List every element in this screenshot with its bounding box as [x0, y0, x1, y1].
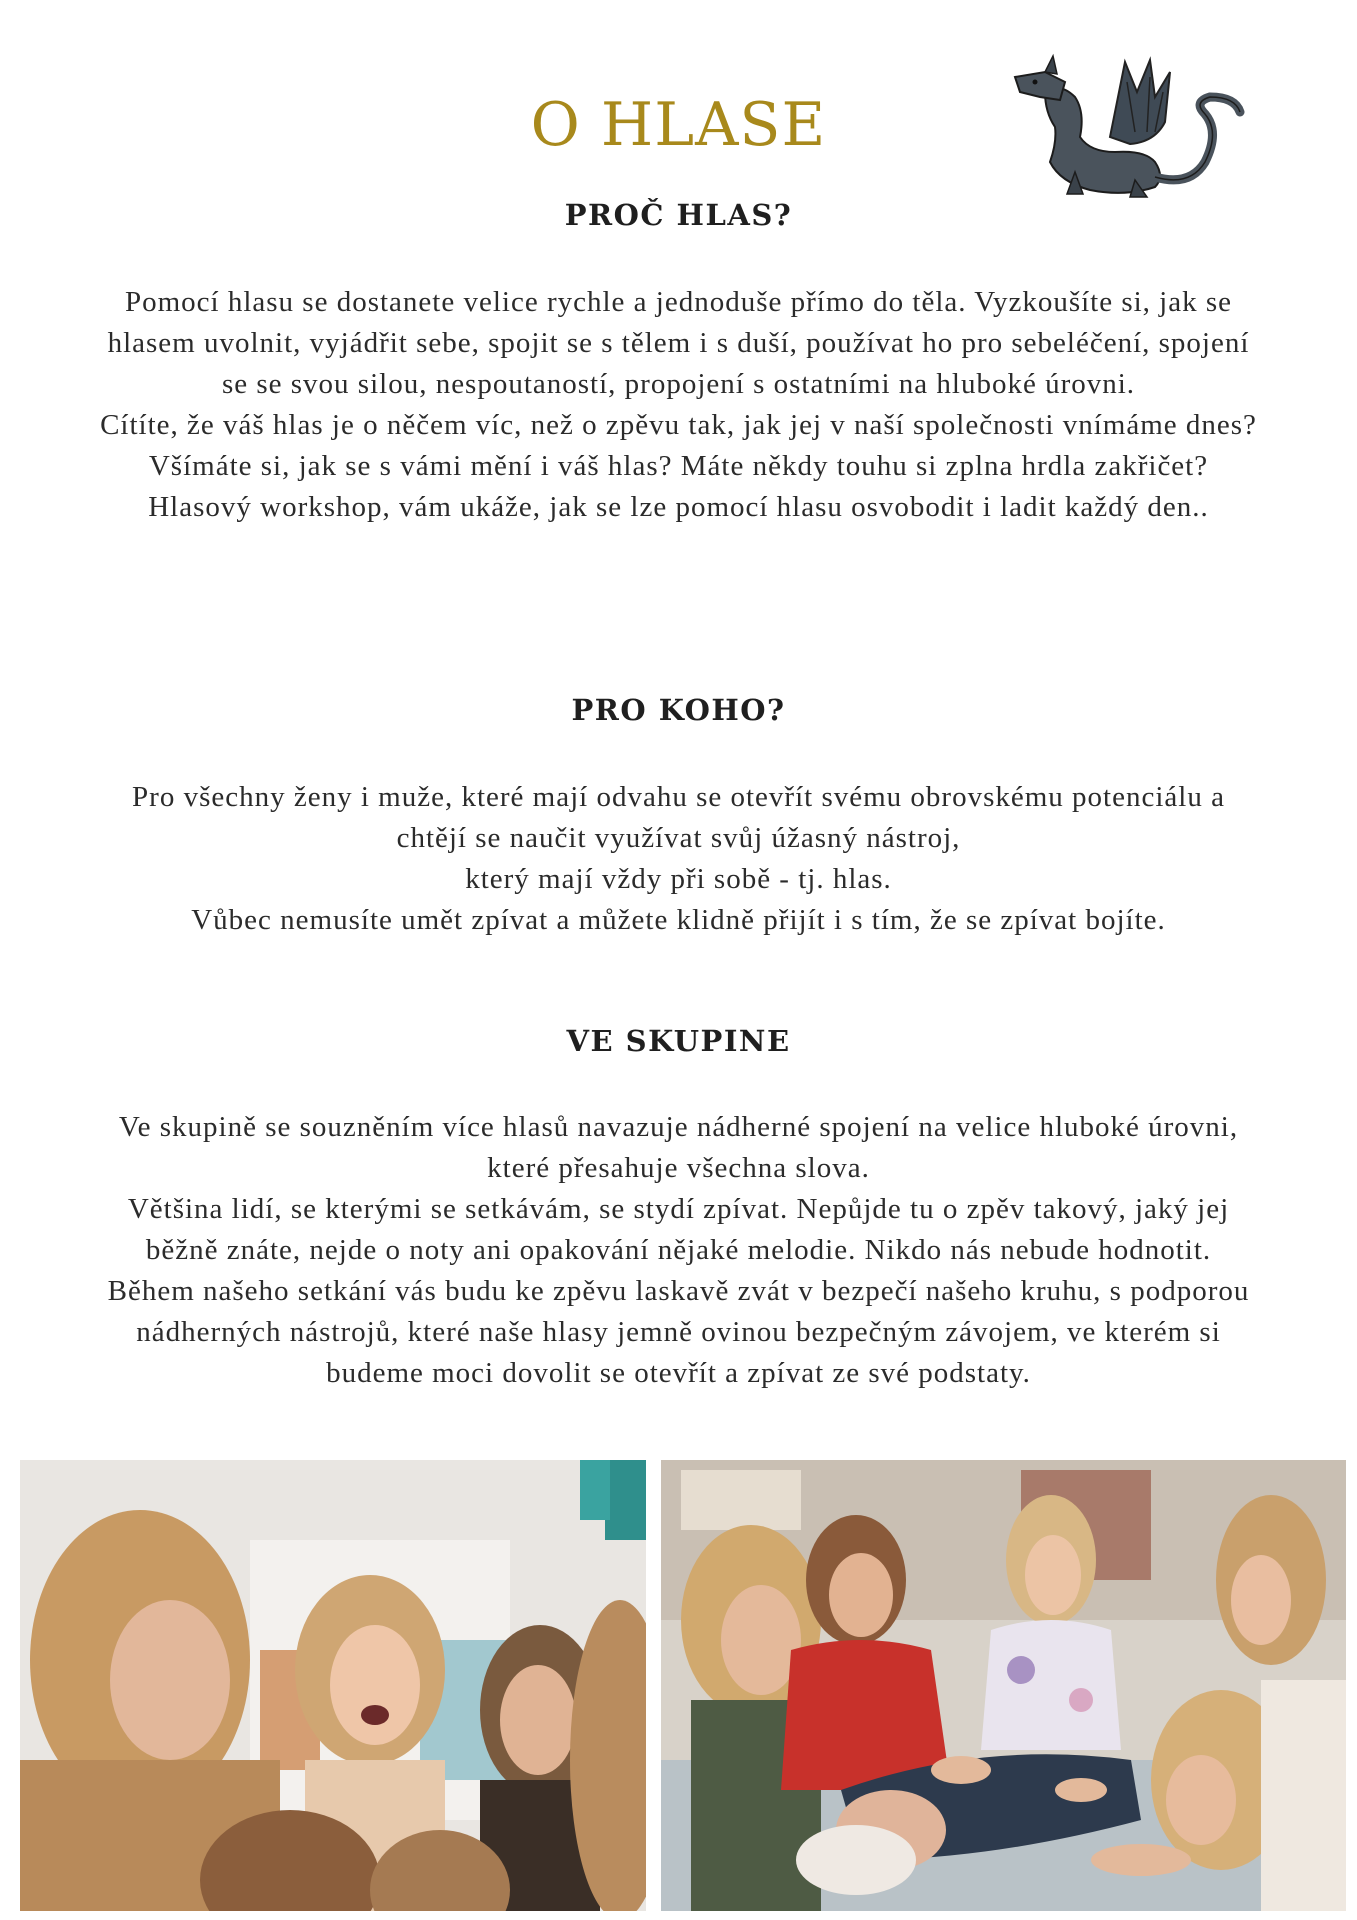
section-body-pro-koho: [100, 777, 1257, 941]
dragon-illustration: [1005, 52, 1255, 202]
paragraph: který mají vždy při sobě - tj. hlas.: [465, 863, 892, 895]
paragraph: Všímáte si, jak se s vámi mění i váš hlas? Máte někdy touhu si zplna hrdla zakřičet?: [148, 450, 1209, 482]
photo-women-singing: [20, 1460, 646, 1911]
paragraph: Pro všechny ženy i muže, které mají odvahu se otevřít svému obrovskému potenciálu a chtějí se naučit využívat svůj úžasný nástroj,: [132, 781, 1225, 854]
page-title: O HLASE: [530, 90, 827, 160]
paragraph: Během našeho setkání vás budu ke zpěvu laskavě zvát v bezpečí našeho kruhu, s podporou nádherných nástrojů, které naše hlasy jemně ovinou bezpečným závojem, ve kterém si budeme moci dovolit se otevřít a zpívat ze své podstaty.: [107, 1275, 1250, 1389]
paragraph: Hlasový workshop, vám ukáže, jak se lze pomocí hlasu osvobodit i ladit každý den..: [148, 491, 1209, 523]
section-heading-ve-skupine: VE SKUPINE: [566, 1024, 791, 1058]
section-heading-pro-koho: PRO KOHO?: [571, 693, 786, 727]
section-heading-proc-hlas: PROČ HLAS?: [564, 198, 793, 232]
paragraph: Vůbec nemusíte umět zpívat a můžete klidně přijít i s tím, že se zpívat bojíte.: [191, 904, 1166, 936]
paragraph: Většina lidí, se kterými se setkávám, se stydí zpívat. Nepůjde tu o zpěv takový, jaký jej běžně znáte, nejde o noty ani opakování nějaké melodie. Nikdo nás nebude hodnotit.: [127, 1193, 1230, 1266]
section-body-ve-skupine: [100, 1107, 1257, 1394]
paragraph: Pomocí hlasu se dostanete velice rychle a jednoduše přímo do těla. Vyzkoušíte si, jak se hlasem uvolnit, vyjádřit sebe, spojit se s tělem i s duší, používat ho pro sebeléčení, spojení se se svou silou, nespoutaností, propojení s ostatními na hluboké úrovni.: [107, 286, 1250, 400]
section-body-proc-hlas: [100, 282, 1257, 528]
paragraph: Ve skupině se souzněním více hlasů navazuje nádherné spojení na velice hluboké úrovni, které přesahuje všechna slova.: [118, 1111, 1239, 1184]
paragraph: Cítíte, že váš hlas je o něčem víc, než o zpěvu tak, jak jej v naší společnosti vnímáme dnes?: [100, 409, 1257, 441]
photo-circle-healing: [661, 1460, 1346, 1911]
